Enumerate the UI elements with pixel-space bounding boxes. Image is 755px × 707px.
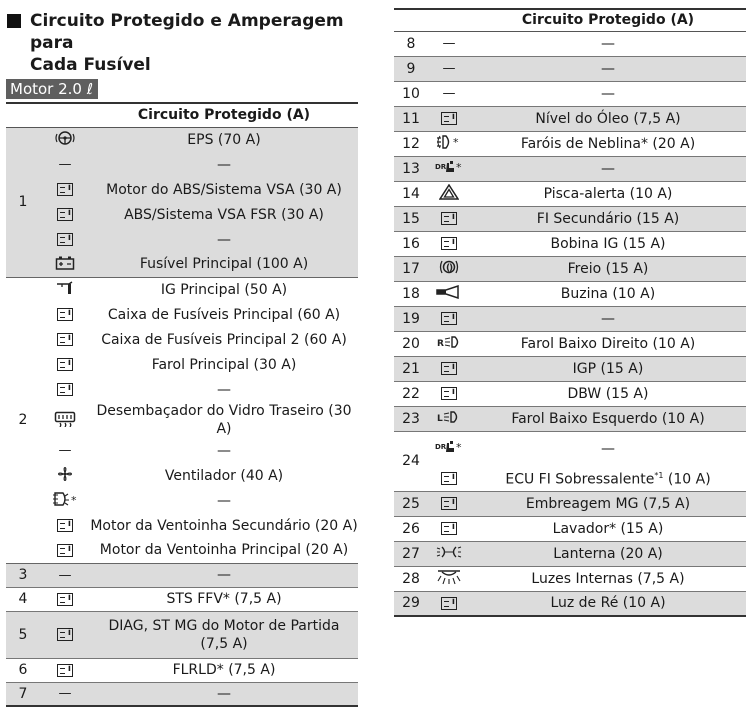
circuit-label: IGP (15 A) xyxy=(572,360,644,377)
fuse-icon xyxy=(57,664,73,677)
circuit-label: STS FFV* (7,5 A) xyxy=(166,591,282,607)
fuse-icon xyxy=(57,628,73,641)
circuit-label: — xyxy=(601,440,615,457)
fuse-number: 6 xyxy=(18,662,28,678)
table-header-row xyxy=(394,9,746,31)
fuse-icon xyxy=(441,312,457,325)
table-row xyxy=(6,488,358,513)
table-row xyxy=(6,277,358,302)
fuse-number: 8 xyxy=(406,35,416,52)
parking-lights-icon xyxy=(436,545,462,562)
table-row xyxy=(394,281,746,306)
table-row xyxy=(6,611,358,658)
fan-icon xyxy=(56,465,74,486)
ignition-key-icon xyxy=(56,281,74,298)
circuit-label: Freio (15 A) xyxy=(567,260,649,277)
table-row xyxy=(6,377,358,402)
table-row xyxy=(6,563,358,587)
fuse-singles xyxy=(6,563,358,706)
circuit-label: Pisca-alerta (10 A) xyxy=(543,185,673,202)
fuse-group-2 xyxy=(6,277,358,563)
table-row xyxy=(6,438,358,463)
fuse-number: 22 xyxy=(402,385,420,402)
brake-icon xyxy=(439,258,459,279)
table-row xyxy=(394,491,746,516)
fuse-number: 26 xyxy=(402,520,420,537)
circuit-label: Desembaçador do Vidro Traseiro (30 A) xyxy=(96,403,352,437)
circuit-label: Faróis de Neblina* (20 A) xyxy=(520,135,696,152)
circuit-label: — xyxy=(601,160,615,177)
dash-icon: — xyxy=(58,686,72,702)
circuit-label: — xyxy=(217,231,231,248)
dash-icon: — xyxy=(442,61,456,76)
fuse-number: 7 xyxy=(18,685,28,702)
circuit-label: ABS/Sistema VSA FSR (30 A) xyxy=(124,206,324,223)
fuse-number: 20 xyxy=(402,335,420,352)
fuse-icon xyxy=(441,387,457,400)
fuse-icon xyxy=(441,522,457,535)
fuse-icon xyxy=(57,208,73,221)
fuse-number: 23 xyxy=(402,410,420,427)
circuit-label: Farol Baixo Direito (10 A) xyxy=(520,335,696,352)
fuse-number: 5 xyxy=(18,626,28,643)
circuit-label: — xyxy=(601,60,615,77)
circuit-label: FLRLD* (7,5 A) xyxy=(172,662,276,678)
fuse-icon xyxy=(441,497,457,510)
fuse-number: 13 xyxy=(402,160,420,177)
table-row xyxy=(394,56,746,81)
heading-square-bullet-icon xyxy=(7,14,21,28)
fuse-icon xyxy=(57,544,73,557)
circuit-label: IG Principal (50 A) xyxy=(160,281,288,298)
battery-icon xyxy=(55,256,75,273)
circuit-label: Buzina (10 A) xyxy=(560,285,656,302)
table-row xyxy=(394,306,746,331)
fuse-icon xyxy=(57,183,73,196)
fuse-number: 25 xyxy=(402,495,420,512)
table-row xyxy=(6,202,358,227)
fuse-number: 12 xyxy=(402,135,420,152)
fuse-icon xyxy=(441,237,457,250)
circuit-label: ECU FI Sobressalente$^{*1}$ (10 A) xyxy=(505,471,711,489)
engine-badge: Motor 2.0 ℓ xyxy=(6,79,98,99)
circuit-label: Farol Principal (30 A) xyxy=(151,356,297,373)
circuit-label: — xyxy=(217,156,231,173)
fuse-number: 21 xyxy=(402,360,420,377)
svg-text:L: L xyxy=(437,414,443,424)
circuit-label: Bobina IG (15 A) xyxy=(550,235,666,252)
fuse-number: 9 xyxy=(406,60,416,77)
fuse-number: 28 xyxy=(402,570,420,587)
table-row xyxy=(6,127,358,152)
svg-text:*: * xyxy=(453,136,459,149)
hazard-icon xyxy=(439,184,459,203)
circuit-label: Luzes Internas (7,5 A) xyxy=(531,570,685,587)
table-row xyxy=(394,156,746,181)
circuit-label: Luz de Ré (10 A) xyxy=(550,595,666,612)
headlight-washer-icon xyxy=(52,491,78,510)
circuit-label: Ventilador (40 A) xyxy=(164,467,284,484)
circuit-label: Caixa de Fusíveis Principal (60 A) xyxy=(107,306,341,323)
circuit-label: EPS (70 A) xyxy=(187,131,261,148)
svg-text:R: R xyxy=(437,339,444,349)
fuse-number: 18 xyxy=(402,285,420,302)
table-row xyxy=(394,356,746,381)
circuit-label: Motor da Ventoinha Secundário (20 A) xyxy=(90,517,358,534)
fuse-number: 29 xyxy=(402,595,420,612)
circuit-label: FI Secundário (15 A) xyxy=(536,210,680,227)
horn-icon xyxy=(436,285,462,302)
low-beam-left-icon xyxy=(437,410,461,427)
circuit-label: — xyxy=(601,85,615,102)
dash-icon: — xyxy=(58,567,72,583)
circuit-label: Motor do ABS/Sistema VSA (30 A) xyxy=(106,181,342,198)
dr-seat-icon xyxy=(435,439,463,458)
circuit-label: Lanterna (20 A) xyxy=(553,545,663,562)
column-header: Circuito Protegido (A) xyxy=(521,12,695,29)
column-header: Circuito Protegido (A) xyxy=(137,107,311,124)
fuse-number: 4 xyxy=(18,591,28,607)
table-row xyxy=(6,227,358,252)
circuit-label: Lavador* (15 A) xyxy=(552,520,664,537)
fuse-icon xyxy=(441,472,457,485)
fuse-icon xyxy=(57,308,73,321)
fuse-icon xyxy=(441,212,457,225)
fuse-number: 24 xyxy=(402,453,420,469)
svg-text:DR: DR xyxy=(435,443,447,452)
table-row xyxy=(6,538,358,563)
circuit-label: Embreagem MG (7,5 A) xyxy=(525,495,691,512)
fuse-number: 3 xyxy=(18,567,28,583)
table-row xyxy=(394,566,746,591)
table-row xyxy=(394,431,746,466)
low-beam-right-icon xyxy=(437,335,461,352)
fuse-icon xyxy=(57,233,73,246)
table-row xyxy=(394,541,746,566)
table-row xyxy=(394,231,746,256)
fuse-table-left xyxy=(6,102,358,707)
heading-line-1: Circuito Protegido e Amperagem para xyxy=(30,11,344,53)
table-row xyxy=(394,31,746,56)
svg-text:(: ( xyxy=(446,263,451,274)
table-row xyxy=(394,466,746,491)
interior-light-icon xyxy=(436,569,462,588)
svg-text:*: * xyxy=(71,494,77,507)
fog-light-icon xyxy=(436,134,462,153)
fuse-number: 17 xyxy=(402,260,420,277)
svg-text:): ) xyxy=(449,263,454,274)
steering-wheel-icon xyxy=(55,130,75,149)
table-row xyxy=(394,181,746,206)
dash-icon: — xyxy=(442,36,456,51)
table-row xyxy=(6,682,358,706)
table-row xyxy=(6,302,358,327)
fuse-number: 19 xyxy=(402,310,420,327)
table-row xyxy=(394,381,746,406)
svg-text:*: * xyxy=(456,161,462,174)
table-row xyxy=(394,81,746,106)
dr-seat-icon xyxy=(435,159,463,178)
fuse-icon xyxy=(57,593,73,606)
table-row xyxy=(394,131,746,156)
table-row xyxy=(394,106,746,131)
circuit-label: — xyxy=(601,35,615,52)
dash-icon: — xyxy=(442,86,456,101)
table-row xyxy=(6,513,358,538)
circuit-label: — xyxy=(217,492,231,509)
table-row xyxy=(6,402,358,438)
circuit-label: Motor da Ventoinha Principal (20 A) xyxy=(99,542,349,559)
svg-text:*: * xyxy=(456,441,462,455)
dash-icon: — xyxy=(58,443,72,458)
circuit-label: — xyxy=(217,442,231,459)
fuse-number: 2 xyxy=(18,412,28,428)
fuse-number: 14 xyxy=(402,185,420,202)
section-heading xyxy=(6,10,358,76)
table-row xyxy=(6,352,358,377)
fuse-icon xyxy=(57,333,73,346)
fuse-icon xyxy=(57,519,73,532)
table-row xyxy=(6,177,358,202)
fuse-number: 15 xyxy=(402,210,420,227)
fuse-icon xyxy=(57,383,73,396)
fuse-number: 27 xyxy=(402,545,420,562)
table-row xyxy=(394,591,746,616)
circuit-label: Nível do Óleo (7,5 A) xyxy=(535,110,681,127)
fuse-group-1 xyxy=(6,127,358,277)
table-row xyxy=(6,587,358,611)
circuit-label: DBW (15 A) xyxy=(567,385,649,402)
circuit-label: DIAG, ST MG do Motor de Partida (7,5 A) xyxy=(108,617,340,652)
circuit-label: — xyxy=(217,567,231,583)
fuse-icon xyxy=(57,358,73,371)
table-row xyxy=(6,658,358,682)
dash-icon: — xyxy=(58,157,72,172)
table-header-row xyxy=(6,103,358,127)
fuse-number: 11 xyxy=(402,110,420,127)
circuit-label: Caixa de Fusíveis Principal 2 (60 A) xyxy=(101,331,347,348)
table-row xyxy=(6,463,358,488)
table-row xyxy=(394,516,746,541)
heading-line-2: Cada Fusível xyxy=(30,55,151,75)
svg-text:DR: DR xyxy=(435,163,447,171)
fuse-number: 10 xyxy=(402,85,420,102)
circuit-label: — xyxy=(601,310,615,327)
circuit-label: — xyxy=(217,381,231,398)
table-row xyxy=(394,406,746,431)
fuse-icon xyxy=(441,597,457,610)
table-row xyxy=(6,327,358,352)
fuse-icon xyxy=(441,112,457,125)
circuit-label: Fusível Principal (100 A) xyxy=(139,256,309,273)
left-column xyxy=(6,10,358,707)
fuse-table-right xyxy=(394,8,746,617)
fuse-number: 1 xyxy=(18,194,28,210)
right-column xyxy=(394,8,746,617)
table-row xyxy=(394,256,746,281)
table-row xyxy=(6,252,358,277)
fuse-number: 16 xyxy=(402,235,420,252)
circuit-label: Farol Baixo Esquerdo (10 A) xyxy=(511,410,705,427)
table-row xyxy=(394,331,746,356)
table-row xyxy=(6,152,358,177)
table-row xyxy=(394,206,746,231)
circuit-label: — xyxy=(217,685,231,702)
rear-defroster-icon xyxy=(54,411,76,430)
fuse-icon xyxy=(441,362,457,375)
